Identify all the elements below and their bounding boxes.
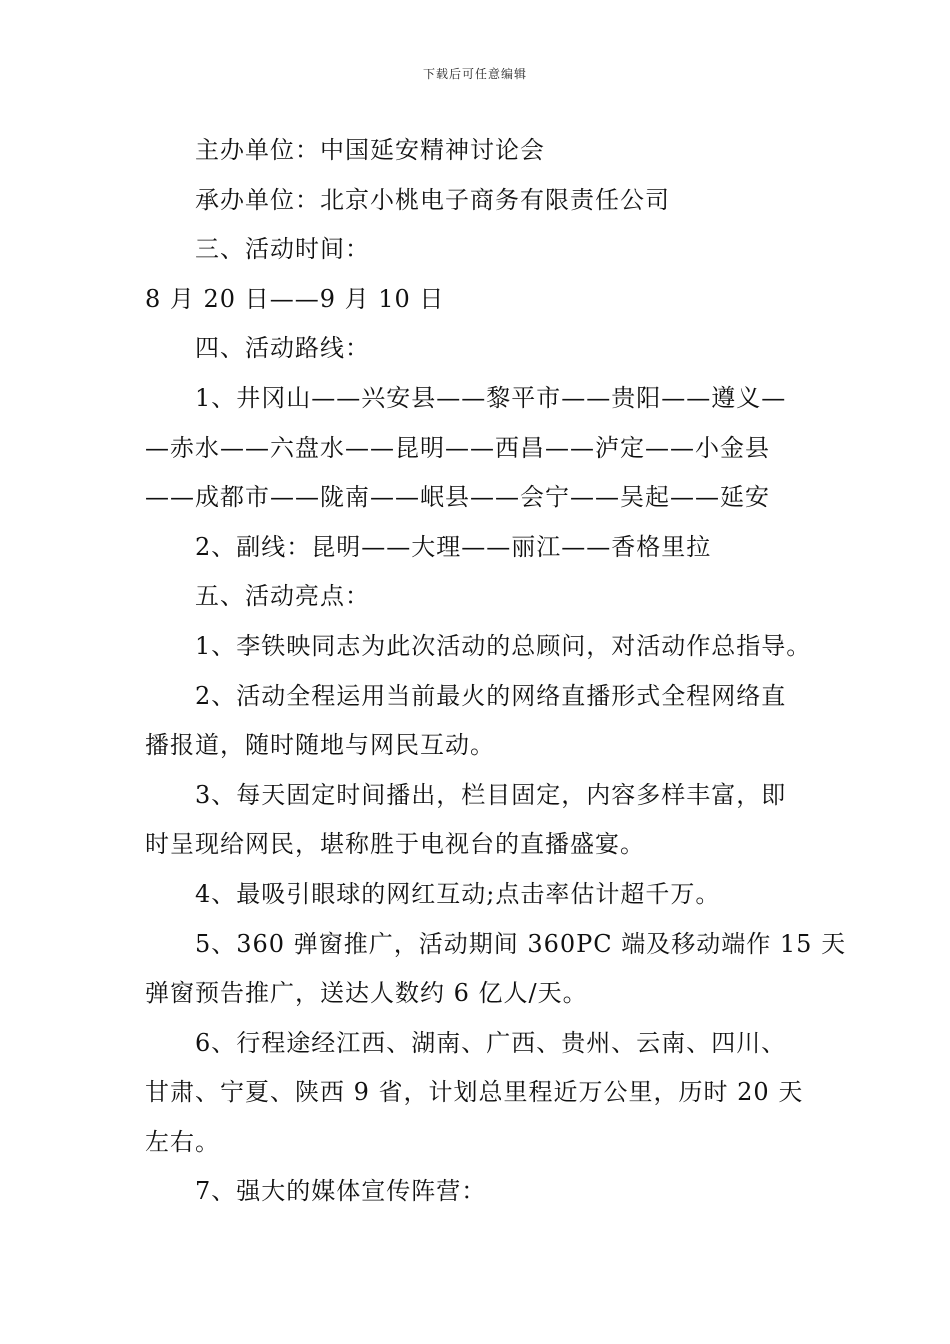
- highlight-6-line-3: 左右。: [145, 1127, 220, 1156]
- section-heading-route: 四、活动路线：: [195, 334, 370, 363]
- highlight-6-line-2: 甘肃、宁夏、陕西 9 省，计划总里程近万公里，历时 20 天: [145, 1078, 804, 1107]
- activity-dates: 8 月 20 日——9 月 10 日: [145, 284, 445, 313]
- route-main-line-3: ——成都市——陇南——岷县——会宁——吴起——延安: [145, 483, 770, 512]
- route-main-line-1: 1、井冈山——兴安县——黎平市——贵阳——遵义—: [195, 383, 787, 412]
- highlight-1: 1、李铁映同志为此次活动的总顾问，对活动作总指导。: [195, 631, 812, 660]
- highlight-5-line-2: 弹窗预告推广，送达人数约 6 亿人/天。: [145, 979, 588, 1008]
- section-heading-highlights: 五、活动亮点：: [195, 582, 370, 611]
- highlight-2-line-2: 播报道，随时随地与网民互动。: [145, 731, 495, 760]
- highlight-5-line-1: 5、360 弹窗推广，活动期间 360PC 端及移动端作 15 天: [195, 929, 847, 958]
- highlight-6-line-1: 6、行程途经江西、湖南、广西、贵州、云南、四川、: [195, 1028, 787, 1057]
- organizer-line: 主办单位：中国延安精神讨论会: [195, 136, 545, 164]
- highlight-3-line-2: 时呈现给网民，堪称胜于电视台的直播盛宴。: [145, 830, 645, 859]
- highlight-2-line-1: 2、活动全程运用当前最火的网络直播形式全程网络直: [195, 681, 787, 710]
- route-main-line-2: —赤水——六盘水——昆明——西昌——泸定——小金县: [145, 433, 770, 462]
- highlight-7: 7、强大的媒体宣传阵营：: [195, 1177, 487, 1206]
- co-organizer-line: 承办单位：北京小桃电子商务有限责任公司: [195, 185, 670, 214]
- document-body: [145, 126, 847, 1217]
- highlight-3-line-1: 3、每天固定时间播出，栏目固定，内容多样丰富，即: [195, 780, 787, 809]
- route-secondary-line: 2、副线：昆明——大理——丽江——香格里拉: [195, 532, 712, 561]
- page-header: 下载后可任意编辑: [422, 67, 527, 81]
- section-heading-time: 三、活动时间：: [195, 235, 370, 264]
- highlight-4: 4、最吸引眼球的网红互动;点击率估计超千万。: [195, 879, 721, 908]
